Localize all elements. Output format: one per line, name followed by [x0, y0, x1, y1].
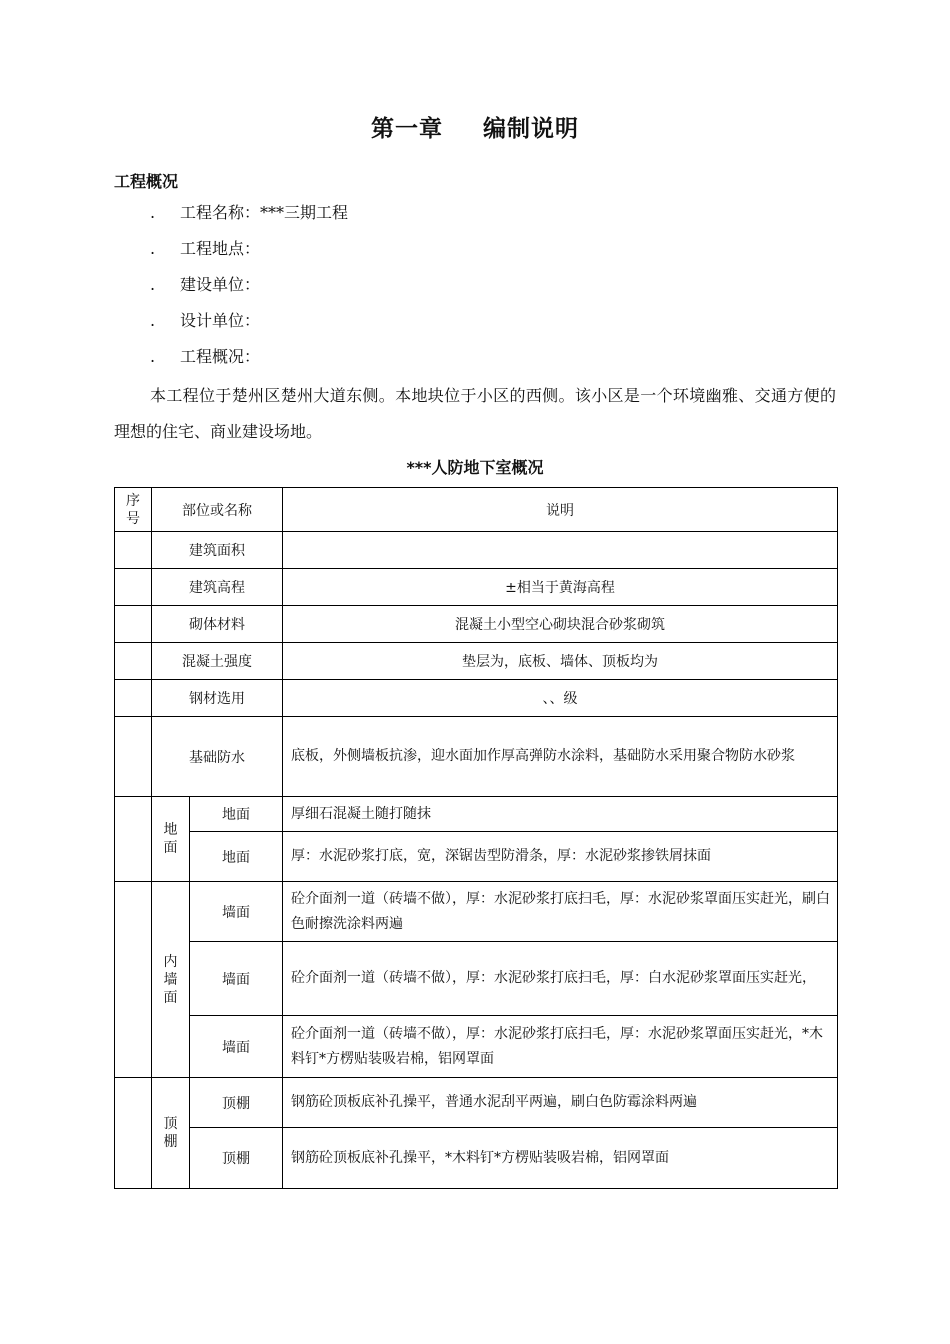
table-row [115, 832, 838, 882]
row-name: 地面 [190, 797, 283, 832]
bullet-overview: . 工程概况： [150, 347, 261, 366]
row-name: 基础防水 [152, 717, 283, 797]
table-title: ***人防地下室概况 [406, 458, 544, 477]
row-name: 墙面 [190, 1016, 283, 1078]
chapter-title [0, 110, 950, 143]
row-desc: ±相当于黄海高程 [283, 569, 838, 606]
table-header-row [115, 488, 838, 532]
header-part: 部位或名称 [152, 488, 283, 532]
row-desc: 、、级 [283, 680, 838, 717]
row-desc: 垫层为，底板、墙体、顶板均为 [283, 643, 838, 680]
row-name: 建筑高程 [152, 569, 283, 606]
section-heading: 工程概况 [114, 172, 179, 191]
row-desc: 底板，外侧墙板抗渗，迎水面加作厚高弹防水涂料，基础防水采用聚合物防水砂浆 [283, 717, 838, 797]
row-desc: 砼介面剂一道（砖墙不做），厚：水泥砂浆打底扫毛，厚：水泥砂浆罩面压实赶光，*木料钉*方楞贴装吸岩棉，铝网罩面 [283, 1016, 838, 1078]
group-label-floor: 地 面 [152, 797, 190, 882]
row-name: 顶棚 [190, 1128, 283, 1189]
row-name: 墙面 [190, 882, 283, 942]
row-desc: 钢筋砼顶板底补孔操平，*木料钉*方楞贴装吸岩棉，铝网罩面 [283, 1128, 838, 1189]
table-row [115, 569, 838, 606]
bullet-project-name: . 工程名称：***三期工程 [150, 203, 349, 222]
table-row [115, 942, 838, 1016]
row-desc: 厚：水泥砂浆打底，宽，深锯齿型防滑条，厚：水泥砂浆掺铁屑抹面 [283, 832, 838, 882]
table-row [115, 532, 838, 569]
overview-paragraph: 本工程位于楚州区楚州大道东侧。本地块位于小区的西侧。该小区是一个环境幽雅、交通方便的理想的住宅、商业建设场地。 [114, 386, 836, 441]
row-name: 砌体材料 [152, 606, 283, 643]
row-name: 墙面 [190, 942, 283, 1016]
header-desc: 说明 [283, 488, 838, 532]
bullet-project-location: . 工程地点： [150, 239, 261, 258]
group-label-ceiling: 顶 棚 [152, 1078, 190, 1189]
header-seq: 序 号 [115, 488, 152, 532]
table-row [115, 797, 838, 832]
overview-table [114, 487, 838, 1189]
table-row [115, 643, 838, 680]
table-row [115, 606, 838, 643]
row-desc [283, 532, 838, 569]
chapter-title-text: 编制说明 [483, 116, 579, 142]
row-name: 顶棚 [190, 1078, 283, 1128]
table-row [115, 1078, 838, 1128]
row-desc: 钢筋砼顶板底补孔操平，普通水泥刮平两遍，刷白色防霉涂料两遍 [283, 1078, 838, 1128]
table-row [115, 1128, 838, 1189]
table-row [115, 882, 838, 942]
row-desc: 砼介面剂一道（砖墙不做），厚：水泥砂浆打底扫毛，厚：水泥砂浆罩面压实赶光，刷白色耐擦洗涂料两遍 [283, 882, 838, 942]
bullet-designer: . 设计单位： [150, 311, 261, 330]
row-name: 建筑面积 [152, 532, 283, 569]
row-desc: 厚细石混凝土随打随抹 [283, 797, 838, 832]
table-row [115, 680, 838, 717]
chapter-label: 第一章 [371, 116, 443, 142]
row-desc: 混凝土小型空心砌块混合砂浆砌筑 [283, 606, 838, 643]
table-row [115, 717, 838, 797]
row-name: 地面 [190, 832, 283, 882]
group-label-inner-wall: 内 墙 面 [152, 882, 190, 1078]
bullet-builder: . 建设单位： [150, 275, 261, 294]
row-name: 钢材选用 [152, 680, 283, 717]
table-row [115, 1016, 838, 1078]
row-desc: 砼介面剂一道（砖墙不做），厚：水泥砂浆打底扫毛，厚：白水泥砂浆罩面压实赶光， [283, 942, 838, 1016]
row-name: 混凝土强度 [152, 643, 283, 680]
